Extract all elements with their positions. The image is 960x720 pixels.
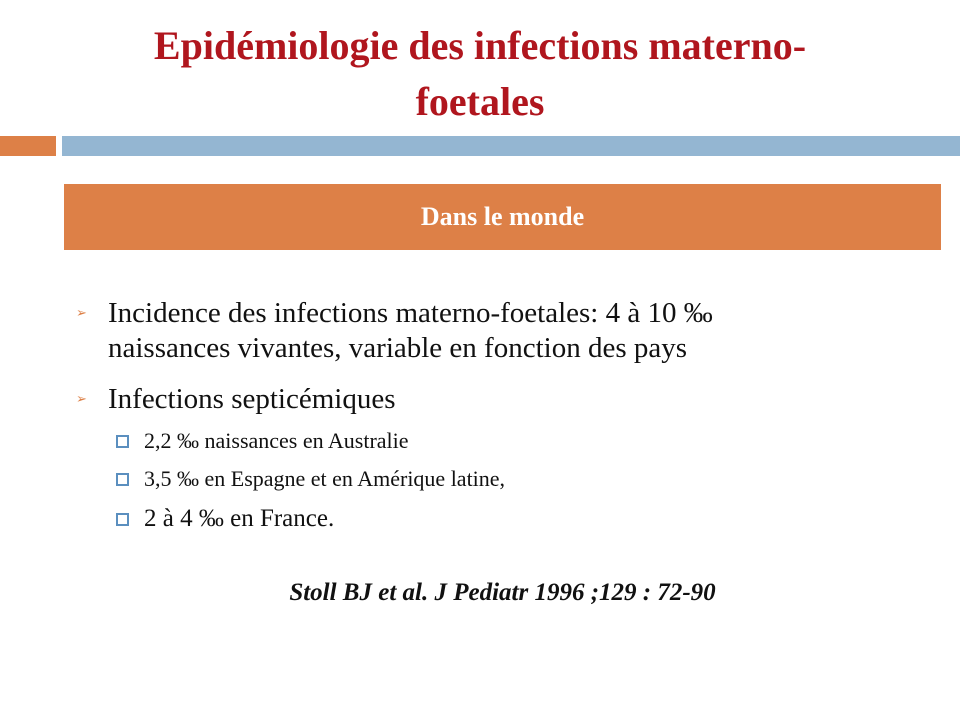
citation-reference: Stoll BJ et al. J Pediatr 1996 ;129 : 72-90 [289, 579, 716, 606]
sub-bullet-text: 2,2 ‰ naissances en Australie [144, 428, 409, 453]
section-header-label: Dans le monde [420, 202, 585, 231]
bullet-list [72, 296, 912, 545]
slide-title-line-1: Epidémiologie des infections materno- [153, 23, 807, 68]
sub-bullet-spain-latin-america [72, 465, 912, 493]
square-bullet-icon [116, 473, 129, 486]
sub-bullet-text: 2 à 4 ‰ en France. [144, 505, 335, 532]
square-bullet-icon [116, 435, 129, 448]
section-header [64, 184, 941, 250]
sub-bullet-australia [72, 427, 912, 455]
slide-title-line-2: foetales [415, 79, 545, 124]
bullet-text-line: naissances vivantes, variable en fonction des pays [108, 332, 688, 364]
bullet-item-septicemic [72, 382, 912, 417]
arrowhead-icon: ➢ [76, 392, 87, 407]
sub-bullet-text: 3,5 ‰ en Espagne et en Amérique latine, [144, 466, 506, 491]
bullet-text-line: Infections septicémiques [108, 383, 396, 415]
decorative-band-orange [0, 136, 56, 156]
slide-title [60, 18, 900, 130]
sub-bullet-france [72, 503, 912, 535]
bullet-text-line: Incidence des infections materno-foetales: 4 à 10 ‰ [108, 297, 713, 329]
bullet-item-incidence [72, 296, 912, 366]
arrowhead-icon: ➢ [76, 306, 87, 321]
square-bullet-icon [116, 513, 129, 526]
decorative-band-blue [62, 136, 960, 156]
